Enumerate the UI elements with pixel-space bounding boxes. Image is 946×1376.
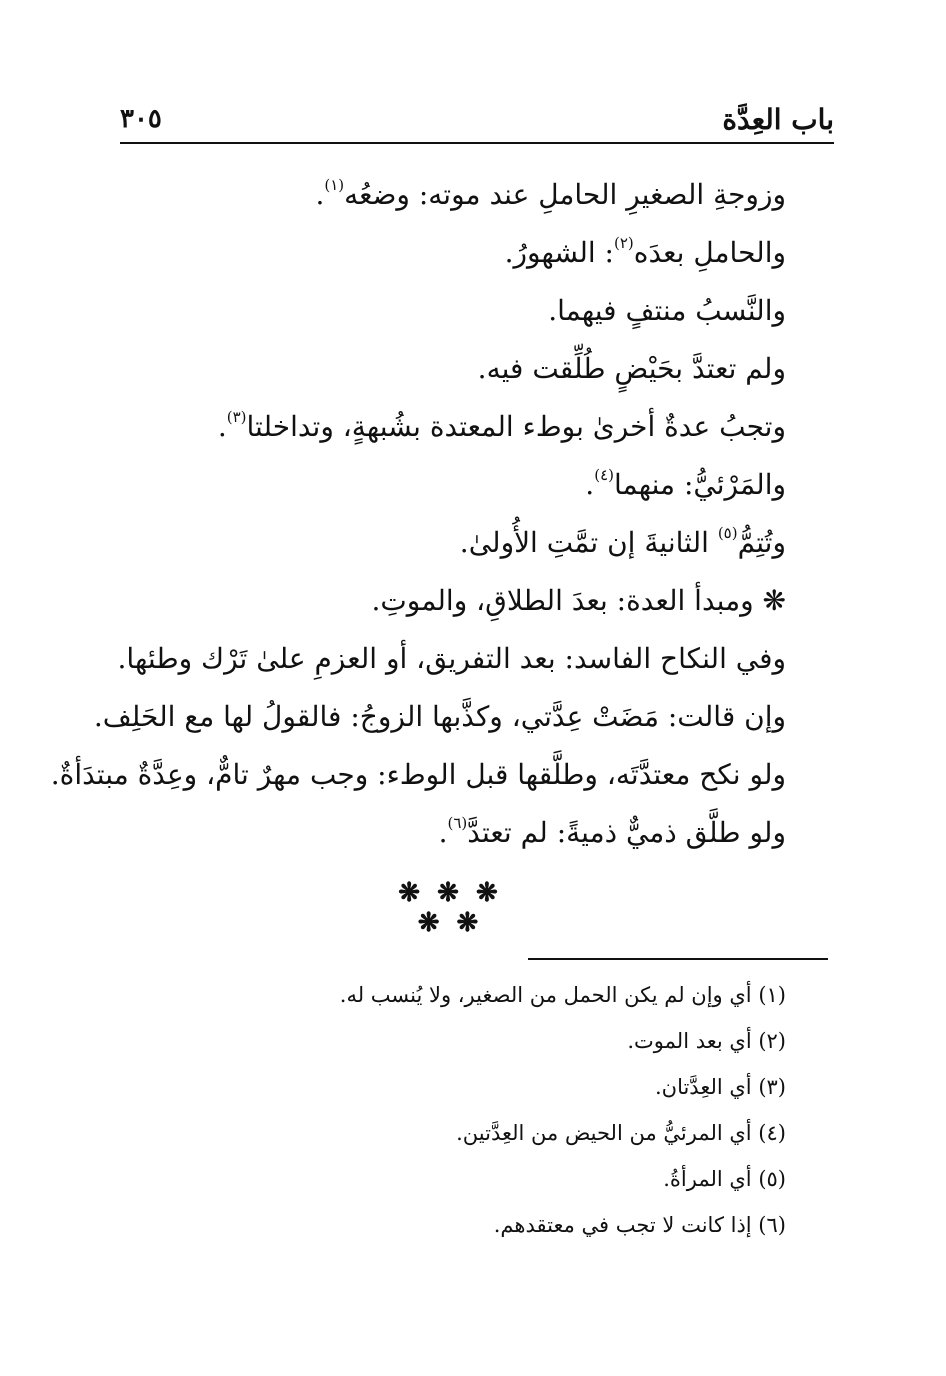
footnote-ref: (٦) <box>447 814 468 832</box>
text-line: وزوجةِ الصغيرِ الحاملِ عند موته: وضعُه$^{(١)}$. <box>315 176 786 211</box>
page-number: ٣٠٥ <box>120 104 162 134</box>
text-line: ولو نكح معتدَّتَه، وطلَّقها قبل الوطء: وجب مهرٌ تامٌّ، وعِدَّةٌ مبتدَأةٌ. <box>50 758 786 791</box>
text-line: وإن قالت: مَضَتْ عِدَّتي، وكذَّبها الزوجُ: فالقولُ لها مع الحَلِف. <box>93 700 786 733</box>
footnote-divider <box>528 958 828 960</box>
footnote-ref: (٤) <box>594 466 614 484</box>
text-line: ولو طلَّق ذميٌّ ذميةً: لم تعتدَّ$^{(٦)}$. <box>438 814 786 849</box>
text-line: وتُتِمُّ$^{(٥)}$ الثانيةَ إن تمَّتِ الأُولىٰ. <box>459 524 786 559</box>
footnotes <box>200 972 786 1248</box>
text-line: ❋ ومبدأ العدة: بعدَ الطلاقِ، والموتِ. <box>371 584 786 617</box>
text-line: وفي النكاح الفاسد: بعد التفريق، أو العزمِ علىٰ تَرْك وطئها. <box>117 642 786 675</box>
footnote-ref: (٥) <box>717 524 738 542</box>
footnote-ref: (١) <box>324 176 345 194</box>
footnote-item: (٣) أي العِدَّتان. <box>654 1075 786 1099</box>
text-line: والنَّسبُ منتفٍ فيهما. <box>548 294 786 327</box>
text-line: ولم تعتدَّ بحَيْضٍ طُلِّقت فيه. <box>477 352 786 385</box>
main-text <box>50 166 786 862</box>
footnote-ref: (٢) <box>614 234 634 252</box>
text-line: والحاملِ بعدَه$^{(٢)}$: الشهورُ. <box>504 234 786 269</box>
footnote-ref: (٣) <box>226 408 247 426</box>
footnote-item: (٤) أي المرئيُّ من الحيض من العِدَّتين. <box>456 1121 786 1145</box>
page-header <box>120 96 834 144</box>
footnote-item: (٥) أي المرأةُ. <box>663 1167 786 1191</box>
text-line: وتجبُ عدةٌ أخرىٰ بوطء المعتدة بشُبهةٍ، وتداخلتا$^{(٣)}$. <box>217 408 786 443</box>
footnote-item: (٢) أي بعد الموت. <box>627 1029 786 1053</box>
text-line: والمَرْئيُّ: منهما$^{(٤)}$. <box>585 466 786 501</box>
footnote-item: (١) أي وإن لم يكن الحمل من الصغير، ولا يُنسب له. <box>339 983 786 1007</box>
footnote-item: (٦) إذا كانت لا تجب في معتقدهم. <box>493 1213 786 1237</box>
section-separator: ❋ ❋ ❋ ❋ ❋ <box>398 878 502 938</box>
chapter-title: باب العِدَّة <box>722 103 834 136</box>
